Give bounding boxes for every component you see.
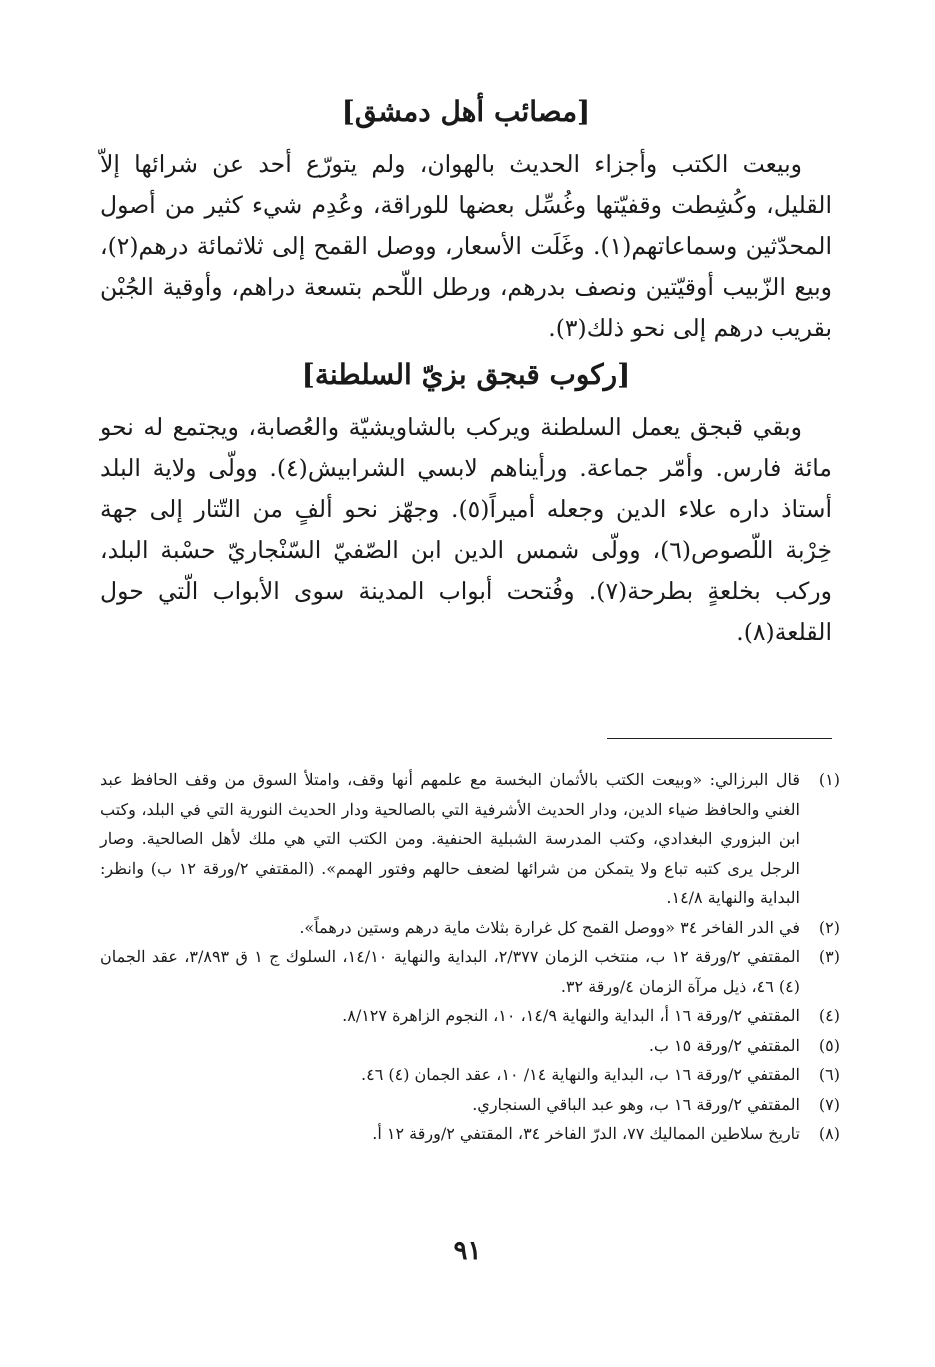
footnote-text: المقتفي ٢/ورقة ١٦ ب، وهو عبد الباقي السنجاري. <box>472 1094 800 1114</box>
footnote-number: (٢) <box>818 917 840 937</box>
section-heading: [مصائب أهل دمشق] <box>341 95 591 128</box>
footnote-number: (١) <box>818 770 840 789</box>
footnote <box>100 765 840 913</box>
section-paragraph: وبيعت الكتب وأجزاء الحديث بالهوان، ولم يتورّع أحد عن شرائها إلاّ القليل، وكُشِطت وقفيّتها وغُسِّل بعضها للوراقة، وعُدِم شيء كثير من أصول المحدّثين وسماعاتهم(١). وغَلَت الأسعار، ووصل القمح إلى ثلاثمائة درهم(٢)، وبيع الزّبيب أوقيّتين ونصف بدرهم، ورطل اللّحم بتسعة دراهم، وأوقية الجُبْن بقريب درهم إلى نحو ذلك(٣). <box>100 150 832 342</box>
footnote-separator <box>607 738 832 739</box>
footnote-text: قال البرزالي: «وبيعت الكتب بالأثمان البخسة مع علمهم أنها وقف، وامتلأ السوق من وقف الحافظ عبد الغني والحافظ ضياء الدين، ودار الحديث الأشرفية التي بالصالحية ودار الحديث النورية التي في البلد، وكتب ابن البزوري البغدادي، وكتب المدرسة الشبلية الحنفية. ومن الكتب التي هي ملك لأهل الصالحية. وصار الرجل يرى كتبه تباع ولا يتمكن من شرائها لضعف حالهم وفتور الهمم». (المقتفي ٢/ورقة ١٢ ب) وانظر: البداية والنهاية ١٤/٨. <box>100 770 800 907</box>
footnote <box>100 942 840 1001</box>
footnote <box>100 1119 840 1149</box>
main-text <box>100 92 832 653</box>
footnote-number: (٥) <box>818 1035 840 1055</box>
footnote <box>100 1090 840 1120</box>
footnote-number: (٣) <box>818 947 840 966</box>
section-paragraph: وبقي قبجق يعمل السلطنة ويركب بالشاويشيّة والعُصابة، ويجتمع له نحو مائة فارس. وأمّر جماعة. ورأيناهم لابسي الشرابيش(٤). وولّى ولاية البلد أستاذ داره علاء الدين وجعله أميراً(٥). وجهّز نحو ألفٍ من التّتار إلى جهة خِرْبة اللّصوص(٦)، وولّى شمس الدين ابن الصّفيّ السّنْجاريّ حسْبة البلد، وركب بخلعةٍ بطرحة(٧). وفُتحت أبواب المدينة سوى الأبواب الّتي حول القلعة(٨). <box>100 413 833 646</box>
footnote <box>100 1031 840 1061</box>
footnote <box>100 913 840 943</box>
footnote-number: (٤) <box>818 1006 840 1025</box>
footnote-text: المقتفي ٢/ورقة ١٢ ب، منتخب الزمان ٢/٣٧٧، البداية والنهاية ١٤/١٠، السلوك ج ١ ق ٣/٨٩٣، عقد الجمان (٤) ٤٦، ذيل مرآة الزمان ٤/ورقة ٣٢. <box>100 947 801 996</box>
footnote-text: المقتفي ٢/ورقة ١٦ أ، البداية والنهاية ١٤/٩، ١٠، النجوم الزاهرة ٨/١٢٧. <box>342 1006 800 1025</box>
footnotes-list <box>100 765 840 1149</box>
page-number: ٩١ <box>453 1236 482 1266</box>
footnote <box>100 1001 840 1031</box>
footnote-text: المقتفي ٢/ورقة ١٥ ب. <box>648 1035 800 1055</box>
footnote-number: (٦) <box>818 1065 840 1084</box>
footnote-text: المقتفي ٢/ورقة ١٦ ب، البداية والنهاية ١٤/ ١٠، عقد الجمان (٤) ٤٦. <box>361 1065 800 1084</box>
footnote-text: في الدر الفاخر ٣٤ «ووصل القمح كل غرارة بثلاث ماية درهم وستين درهماً». <box>299 917 800 937</box>
footnote-text: تاريخ سلاطين المماليك ٧٧، الدرّ الفاخر ٣٤، المقتفي ٢/ورقة ١٢ أ. <box>372 1124 800 1143</box>
footnote-number: (٧) <box>818 1094 840 1114</box>
footnote <box>100 1060 840 1090</box>
section-heading: [ركوب قبجق بزيّ السلطنة] <box>301 358 631 391</box>
footnote-number: (٨) <box>818 1124 840 1143</box>
